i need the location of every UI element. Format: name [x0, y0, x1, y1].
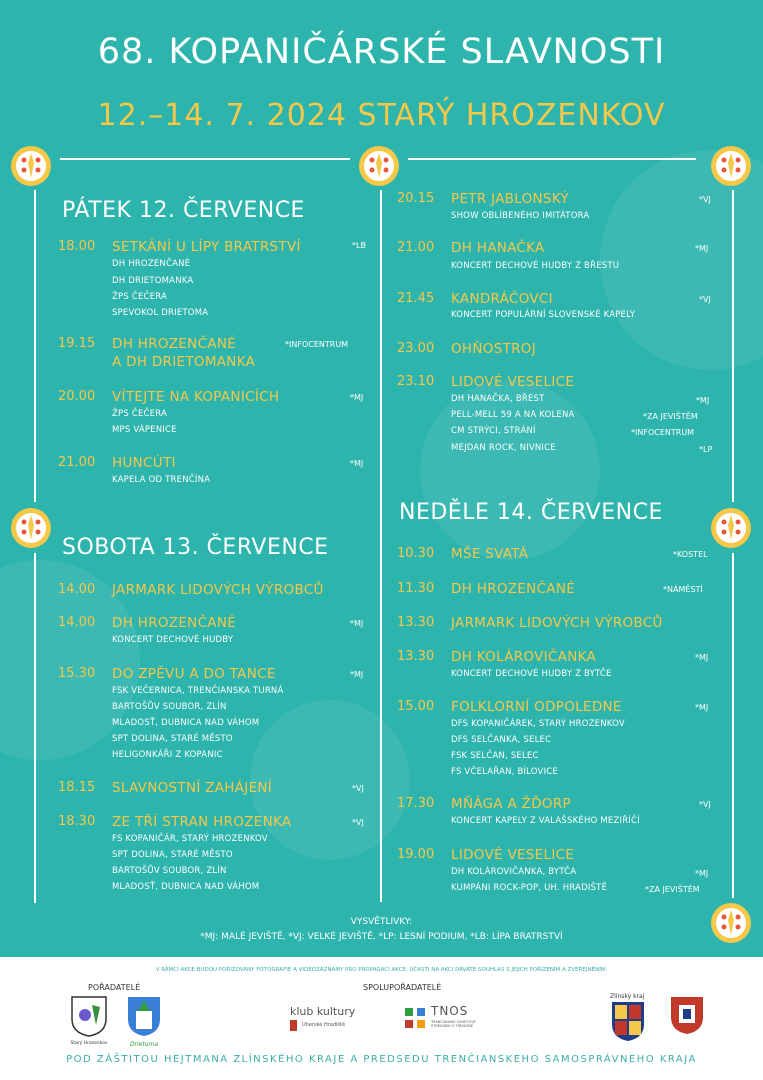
event-time: 23.10: [397, 374, 435, 389]
event-detail: DFS SELČANKA, SELEC: [451, 735, 552, 745]
event-location: *MJ: [695, 653, 709, 662]
rosette-icon: [10, 507, 52, 549]
festival-dates: 12.–14. 7. 2024 STARÝ HROZENKOV: [97, 98, 666, 133]
event-time: 14.00: [58, 615, 96, 630]
event-time: 23.00: [397, 341, 435, 356]
event-location: *MJ: [350, 393, 364, 402]
event-detail: SPEVOKOL DRIETOMA: [112, 308, 209, 318]
event-name: DH KOLÁROVIČANKA: [451, 649, 597, 665]
event-detail: KONCERT KAPELY Z VALAŠSKÉHO MEZIŘÍČÍ: [451, 816, 640, 826]
event-name: DH HROZENČANÉ: [451, 581, 576, 597]
coat-of-arms-icon: [124, 995, 164, 1037]
event-time: 18.00: [58, 239, 96, 254]
event-name: JARMARK LIDOVÝCH VÝROBCŮ: [112, 582, 324, 598]
event-detail: DH DRIETOMANKA: [112, 276, 194, 286]
event-name: DH HROZENČANÉ: [112, 336, 237, 352]
event-time: 13.30: [397, 649, 435, 664]
event-location: *MJ: [695, 244, 709, 253]
event-name: LIDOVÉ VESELICE: [451, 847, 575, 863]
event-location: *ZA JEVIŠTĚM: [645, 885, 700, 894]
event-detail: BARTOŠŮV SOUBOR, ZLÍN: [112, 702, 227, 712]
event-name: MŠE SVATÁ: [451, 546, 529, 562]
legend-text: *MJ: MALÉ JEVIŠTĚ, *VJ: VELKÉ JEVIŠTĚ, *LP: LESNÍ PODIUM, *LB: LÍPA BRATRSTVÍ: [200, 932, 563, 942]
event-location: *MJ: [350, 670, 364, 679]
event-time: 11.30: [397, 581, 435, 596]
coat-of-arms-icon: [667, 995, 707, 1035]
event-time: 18.15: [58, 780, 96, 795]
event-location: *MJ: [695, 703, 709, 712]
event-detail: MLADOSŤ, DUBNICA NAD VÁHOM: [112, 882, 260, 892]
divider: [60, 158, 350, 160]
event-location: *VJ: [352, 818, 364, 827]
divider: [34, 553, 36, 903]
event-location: *VJ: [699, 800, 711, 809]
event-name: VÍTEJTE NA KOPANICÍCH: [112, 389, 280, 405]
event-time: 21.00: [397, 240, 435, 255]
background-ornament: [420, 380, 600, 560]
tnos-icon: [403, 1006, 427, 1030]
event-name: ZE TŘÍ STRAN HROZENKA: [112, 814, 292, 830]
event-detail: KONCERT POPULÁRNÍ SLOVENSKÉ KAPELY: [451, 310, 636, 320]
day-heading-friday: PÁTEK 12. ČERVENCE: [62, 198, 305, 223]
event-detail: DH KOLÁROVIČANKA, BYTČA: [451, 867, 577, 877]
divider: [380, 190, 382, 902]
event-location: *MJ: [696, 396, 710, 405]
event-name: OHŇOSTROJ: [451, 341, 537, 357]
event-detail: DH HROZENČANÉ: [112, 259, 191, 269]
event-name: HUNCÚTI: [112, 455, 176, 471]
event-location: *ZA JEVIŠTĚM: [643, 412, 698, 421]
event-time: 14.00: [58, 582, 96, 597]
event-time: 21.45: [397, 291, 435, 306]
klub-kultury-logo: [290, 1005, 375, 1033]
event-detail: ŽPS ČEČERA: [112, 292, 168, 302]
event-detail: MLADOSŤ, DUBNICA NAD VÁHOM: [112, 718, 260, 728]
event-time: 15.00: [397, 699, 435, 714]
event-detail: KONCERT DECHOVÉ HUDBY Z BYTČE: [451, 669, 612, 679]
event-detail: HELIGONKÁŘI Z KOPANIC: [112, 750, 223, 760]
event-location: *INFOCENTRUM: [631, 428, 695, 437]
event-detail: FSK SELČAN, SELEC: [451, 751, 539, 761]
divider: [34, 190, 36, 502]
coorganizer-name: Uherské Hradiště: [302, 1022, 346, 1028]
coorganizers-heading: SPOLUPOŘADATELÉ: [363, 983, 442, 992]
event-name: PETR JABLONSKÝ: [451, 191, 569, 207]
event-detail: CM STRÝCI, STRÁNÍ: [451, 426, 536, 436]
event-detail: SPT DOLINA, STARÉ MĚSTO: [112, 850, 233, 860]
legend-heading: VYSVĚTLIVKY:: [350, 917, 413, 927]
event-detail: KONCERT DECHOVÉ HUDBY: [112, 635, 234, 645]
background-ornament: [250, 700, 410, 860]
drietoma-logo: [124, 995, 164, 1047]
event-detail: FSK VEČERNICA, TRENČIANSKA TURNÁ: [112, 686, 284, 696]
event-detail: KAPELA OD TRENČÍNA: [112, 475, 211, 485]
day-heading-sunday: NEDĚLE 14. ČERVENCE: [399, 500, 663, 525]
event-time: 20.15: [397, 191, 435, 206]
event-location: *NÁMĚSTÍ: [663, 585, 703, 594]
rosette-icon: [710, 507, 752, 549]
rosette-icon: [358, 145, 400, 187]
event-time: 18.30: [58, 814, 96, 829]
divider: [408, 158, 696, 160]
event-time: 17.30: [397, 796, 435, 811]
event-detail: MEJDAN ROCK, NIVNICE: [451, 443, 556, 453]
event-detail: ŽPS ČEČERA: [112, 409, 168, 419]
event-location: *MJ: [350, 619, 364, 628]
event-name: SLAVNOSTNÍ ZAHÁJENÍ: [112, 780, 273, 796]
event-detail: SHOW OBLÍBENÉHO IMITÁTORA: [451, 211, 590, 221]
rosette-icon: [710, 145, 752, 187]
event-name: MŇÁGA A ŽĎORP: [451, 796, 571, 812]
region-name: Zlínský kraj: [610, 993, 645, 1000]
event-location: *LP: [699, 445, 713, 454]
event-detail: KUMPÁNI ROCK-POP, UH. HRADIŠTĚ: [451, 883, 608, 893]
trencin-region-logo: [667, 995, 707, 1047]
event-detail: MPS VÁPENICE: [112, 425, 177, 435]
organizer-name: Drietoma: [130, 1041, 158, 1048]
event-location: *LB: [352, 241, 366, 250]
event-name: DH HANAČKA: [451, 240, 545, 256]
event-time: 15.30: [58, 666, 96, 681]
event-location: *KOSTEL: [673, 550, 708, 559]
event-location: *VJ: [352, 784, 364, 793]
event-name: SETKÁNÍ U LÍPY BRATRSTVÍ: [112, 239, 301, 255]
event-time: 10.30: [397, 546, 435, 561]
tnos-logo: [403, 1004, 493, 1034]
event-name: DO ZPĚVU A DO TANCE: [112, 666, 276, 682]
event-detail: DFS KOPANIČÁREK, STARÝ HROZENKOV: [451, 719, 625, 729]
event-time: 13.30: [397, 615, 435, 630]
event-location: *VJ: [699, 195, 711, 204]
organizer-name: Starý Hrozenkov: [70, 1041, 108, 1046]
event-name: KANDRÁČOVCI: [451, 291, 553, 307]
event-name-line2: A DH DRIETOMANKA: [112, 354, 256, 370]
event-detail: PELL-MELL 59 A NA KOLENA: [451, 410, 575, 420]
coorganizer-name: klub kultury: [290, 1005, 356, 1018]
event-location: *MJ: [695, 869, 709, 878]
event-detail: BARTOŠŮV SOUBOR, ZLÍN: [112, 866, 227, 876]
coat-of-arms-icon: [610, 1000, 646, 1042]
divider: [732, 553, 734, 898]
event-location: *MJ: [350, 459, 364, 468]
event-time: 19.00: [397, 847, 435, 862]
event-location: *INFOCENTRUM: [285, 340, 349, 349]
organizers-heading: POŘADATELÉ: [88, 983, 141, 992]
event-name: LIDOVÉ VESELICE: [451, 374, 575, 390]
rosette-icon: [10, 145, 52, 187]
event-location: *VJ: [699, 295, 711, 304]
patronage-footer: POD ZÁŠTITOU HEJTMANA ZLÍNSKÉHO KRAJE A PREDSEDU TRENČIANSKEHO SAMOSPRÁVNEHO KRAJA: [66, 1054, 697, 1065]
divider: [732, 190, 734, 502]
klub-kultury-icon: [290, 1020, 297, 1031]
event-detail: FS KOPANIČÁR, STARÝ HROZENKOV: [112, 834, 268, 844]
day-heading-saturday: SOBOTA 13. ČERVENCE: [62, 535, 329, 560]
coorganizer-name: TNOS: [431, 1004, 469, 1018]
coat-of-arms-icon: [70, 995, 108, 1037]
photo-disclaimer: V RÁMCI AKCE BUDOU POŘIZOVÁNY FOTOGRAFIE A VIDEOZÁZNAMY PRO PROPAGACI AKCE. ÚČASTÍ NA AKCI DÁVÁTE SOUHLAS S JEJICH POŘÍZENÍM A ZVEŘEJNĚNÍM.: [155, 967, 608, 973]
festival-title: 68. KOPANIČÁRSKÉ SLAVNOSTI: [97, 32, 666, 72]
event-detail: FS VČELAŘAN, BÍLOVICE: [451, 767, 558, 777]
zlin-region-logo: [610, 993, 646, 1049]
event-name: FOLKLORNÍ ODPOLEDNE: [451, 699, 622, 715]
event-time: 20.00: [58, 389, 96, 404]
event-detail: SPT DOLINA, STARÉ MĚSTO: [112, 734, 233, 744]
stary-hrozenkov-logo: [70, 995, 108, 1045]
event-name: DH HROZENČANÉ: [112, 615, 237, 631]
coorganizer-name: TRENČIANSKE OSVETOVÉ STREDISKO V TRENČÍNE: [431, 1020, 476, 1029]
event-name: JARMARK LIDOVÝCH VÝROBCŮ: [451, 615, 663, 631]
event-detail: DH HANAČKA, BŘEST: [451, 394, 545, 404]
event-time: 21.00: [58, 455, 96, 470]
event-detail: KONCERT DECHOVÉ HUDBY Z BŘESTU: [451, 261, 620, 271]
event-time: 19.15: [58, 336, 96, 351]
